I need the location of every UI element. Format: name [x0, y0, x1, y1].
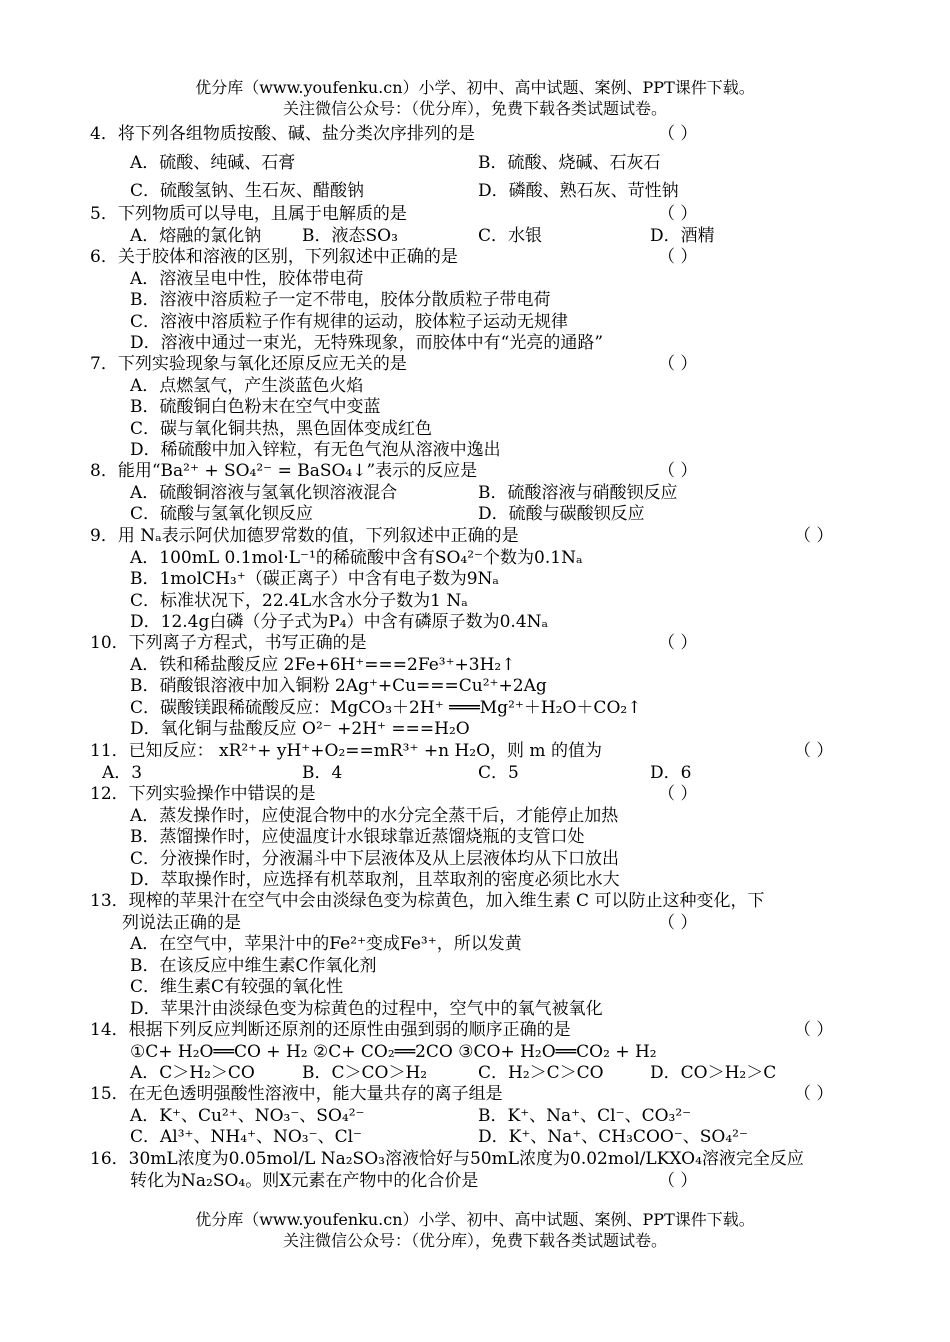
option-d: D．氧化铜与盐酸反应 O²⁻ +2H⁺ ===H₂O [130, 719, 470, 739]
answer-bracket: （ ） [794, 526, 834, 546]
header-line-2: 关注微信公众号：（优分库），免费下载各类试题试卷。 [282, 99, 667, 118]
question-14 [90, 1020, 870, 1085]
answer-bracket: （ ） [658, 354, 698, 374]
option-d: D．K⁺、Na⁺、CH₃COO⁻、SO₄²⁻ [478, 1127, 748, 1147]
question-15 [90, 1084, 870, 1149]
option-b: B．在该反应中维生素C作氧化剂 [130, 955, 377, 976]
option-c: C．5 [478, 762, 519, 783]
option-a: A．铁和稀盐酸反应 2Fe+6H⁺===2Fe³⁺+3H₂↑ [130, 654, 516, 675]
option-c: C．硫酸氢钠、生石灰、醋酸钠 [130, 181, 365, 201]
option-c: C．维生素C有较强的氧化性 [130, 977, 344, 997]
option-b: B．4 [302, 762, 343, 783]
footer-line-1: 优分库（www.youfenku.cn）小学、初中、高中试题、案例、PPT课件下载。 [195, 1210, 755, 1229]
question-10 [90, 633, 870, 741]
page-footer [0, 1209, 950, 1251]
option-a: A．C＞H₂＞CO [130, 1063, 255, 1083]
option-a: A．K⁺、Cu²⁺、NO₃⁻、SO₄²⁻ [130, 1105, 365, 1126]
answer-bracket: （ ） [658, 247, 698, 267]
question-6 [90, 247, 870, 355]
answer-bracket: （ ） [658, 912, 698, 933]
question-stem: 13．现榨的苹果汁在空气中会由淡绿色变为棕黄色，加入维生素 C 可以防止这种变化，下 [90, 891, 765, 911]
question-11 [90, 741, 870, 784]
question-stem-cont: 列说法正确的是 [122, 912, 241, 933]
question-7 [90, 354, 870, 462]
option-b: B．硝酸银溶液中加入铜粉 2Ag⁺+Cu===Cu²⁺+2Ag [130, 676, 547, 696]
option-a: A．蒸发操作时，应使混合物中的水分完全蒸干后，才能停止加热 [130, 805, 619, 826]
question-9 [90, 526, 870, 634]
option-a: A．点燃氢气，产生淡蓝色火焰 [130, 375, 364, 396]
page-header [0, 77, 950, 119]
option-b: B．硫酸铜白色粉末在空气中变蓝 [130, 397, 381, 417]
option-c: C．H₂＞C＞CO [478, 1063, 604, 1083]
option-c: C．分液操作时，分液漏斗中下层液体及从上层液体均从下口放出 [130, 848, 620, 869]
option-a: A．熔融的氯化钠 [130, 225, 262, 246]
question-stem: 4．将下列各组物质按酸、碱、盐分类次序排列的是 [90, 124, 475, 144]
question-13 [90, 891, 870, 1020]
answer-bracket: （ ） [658, 461, 698, 481]
question-8 [90, 461, 870, 526]
option-d: D．酒精 [650, 225, 715, 246]
question-12 [90, 784, 870, 892]
option-d: D．12.4g白磷（分子式为P₄）中含有磷原子数为0.4Nₐ [130, 612, 549, 632]
option-d: D．硫酸与碳酸钡反应 [478, 504, 645, 524]
option-d: D．苹果汁由淡绿色变为棕黄色的过程中，空气中的氧气被氧化 [130, 998, 603, 1019]
option-a: A．100mL 0.1mol·L⁻¹的稀硫酸中含有SO₄²⁻个数为0.1Nₐ [130, 547, 583, 568]
question-stem: 12．下列实验操作中错误的是 [90, 784, 316, 804]
option-a: A．在空气中，苹果汁中的Fe²⁺变成Fe³⁺，所以发黄 [130, 934, 522, 954]
question-stem: 7．下列实验现象与氧化还原反应无关的是 [90, 354, 407, 374]
option-a: A．硫酸铜溶液与氢氧化钡溶液混合 [130, 482, 398, 503]
answer-bracket: （ ） [658, 633, 698, 653]
option-b: B．液态SO₃ [302, 225, 398, 246]
header-line-1: 优分库（www.youfenku.cn）小学、初中、高中试题、案例、PPT课件下载。 [195, 78, 755, 97]
question-stem: 8．能用“Ba²⁺ + SO₄²⁻ = BaSO₄↓”表示的反应是 [90, 461, 478, 481]
option-c: C．硫酸与氢氧化钡反应 [130, 504, 314, 524]
footer-line-2: 关注微信公众号：（优分库），免费下载各类试题试卷。 [282, 1231, 667, 1250]
option-a: A．溶液呈电中性，胶体带电荷 [130, 268, 364, 289]
question-stem: 6．关于胶体和溶液的区别，下列叙述中正确的是 [90, 247, 458, 267]
question-stem: 15．在无色透明强酸性溶液中，能大量共存的离子组是 [90, 1084, 503, 1104]
option-c: C．碳与氧化铜共热，黑色固体变成红色 [130, 418, 433, 439]
question-stem: 16．30mL浓度为0.05mol/L Na₂SO₃溶液恰好与50mL浓度为0.02mol/LKXO₄溶液完全反应 [90, 1149, 804, 1169]
question-stem: 5．下列物质可以导电，且属于电解质的是 [90, 204, 407, 224]
option-b: B．硫酸、烧碱、石灰石 [478, 152, 661, 173]
answer-bracket: （ ） [658, 124, 698, 144]
option-c: C．Al³⁺、NH₄⁺、NO₃⁻、Cl⁻ [130, 1127, 363, 1147]
question-stem: 9．用 Nₐ表示阿伏加德罗常数的值，下列叙述中正确的是 [90, 526, 519, 546]
option-b: B．蒸馏操作时，应使温度计水银球靠近蒸馏烧瓶的支管口处 [130, 827, 585, 847]
question-stem: 11．已知反应： xR²⁺+ yH⁺+O₂==mR³⁺ +n H₂O，则 m 的值为 [90, 741, 602, 761]
answer-bracket: （ ） [658, 784, 698, 804]
answer-bracket: （ ） [794, 1084, 834, 1104]
question-4 [90, 120, 870, 206]
option-c: C．碳酸镁跟稀硫酸反应：MgCO₃＋2H⁺ ═══Mg²⁺＋H₂O＋CO₂↑ [130, 697, 642, 718]
question-stem-cont: 转化为Na₂SO₄。则X元素在产物中的化合价是 [130, 1170, 479, 1191]
answer-bracket: （ ） [658, 1170, 698, 1191]
option-b: B．溶液中溶质粒子一定不带电，胶体分散质粒子带电荷 [130, 290, 551, 310]
question-16 [90, 1149, 870, 1192]
reaction-equations: ①C+ H₂O══CO + H₂ ②C+ CO₂══2CO ③CO+ H₂O══CO₂ + H₂ [130, 1041, 657, 1062]
option-b: B．K⁺、Na⁺、Cl⁻、CO₃²⁻ [478, 1105, 692, 1126]
option-c: C．水银 [478, 225, 543, 246]
answer-bracket: （ ） [794, 1020, 834, 1040]
option-a: A．硫酸、纯碱、石膏 [130, 152, 296, 173]
option-c: C．溶液中溶质粒子作有规律的运动，胶体粒子运动无规律 [130, 311, 569, 332]
option-d: D．稀硫酸中加入锌粒，有无色气泡从溶液中逸出 [130, 440, 501, 460]
question-stem: 10．下列离子方程式，书写正确的是 [90, 633, 367, 653]
option-d: D．6 [650, 762, 692, 783]
option-d: D．溶液中通过一束光，无特殊现象，而胶体中有“光亮的通路” [130, 333, 604, 353]
option-d: D．磷酸、熟石灰、苛性钠 [478, 181, 679, 201]
answer-bracket: （ ） [794, 741, 834, 761]
option-b: B．1molCH₃⁺（碳正离子）中含有电子数为9Nₐ [130, 569, 499, 589]
option-b: B．C＞CO＞H₂ [302, 1063, 428, 1083]
answer-bracket: （ ） [658, 204, 698, 224]
option-b: B．硫酸溶液与硝酸钡反应 [478, 482, 678, 503]
question-5 [90, 204, 870, 247]
question-stem: 14．根据下列反应判断还原剂的还原性由强到弱的顺序正确的是 [90, 1020, 571, 1040]
option-d: D．CO＞H₂＞C [650, 1063, 777, 1083]
option-d: D．萃取操作时，应选择有机萃取剂，且萃取剂的密度必须比水大 [130, 870, 620, 890]
option-c: C．标准状况下，22.4L水含水分子数为1 Nₐ [130, 590, 468, 611]
option-a: A．3 [102, 762, 143, 783]
